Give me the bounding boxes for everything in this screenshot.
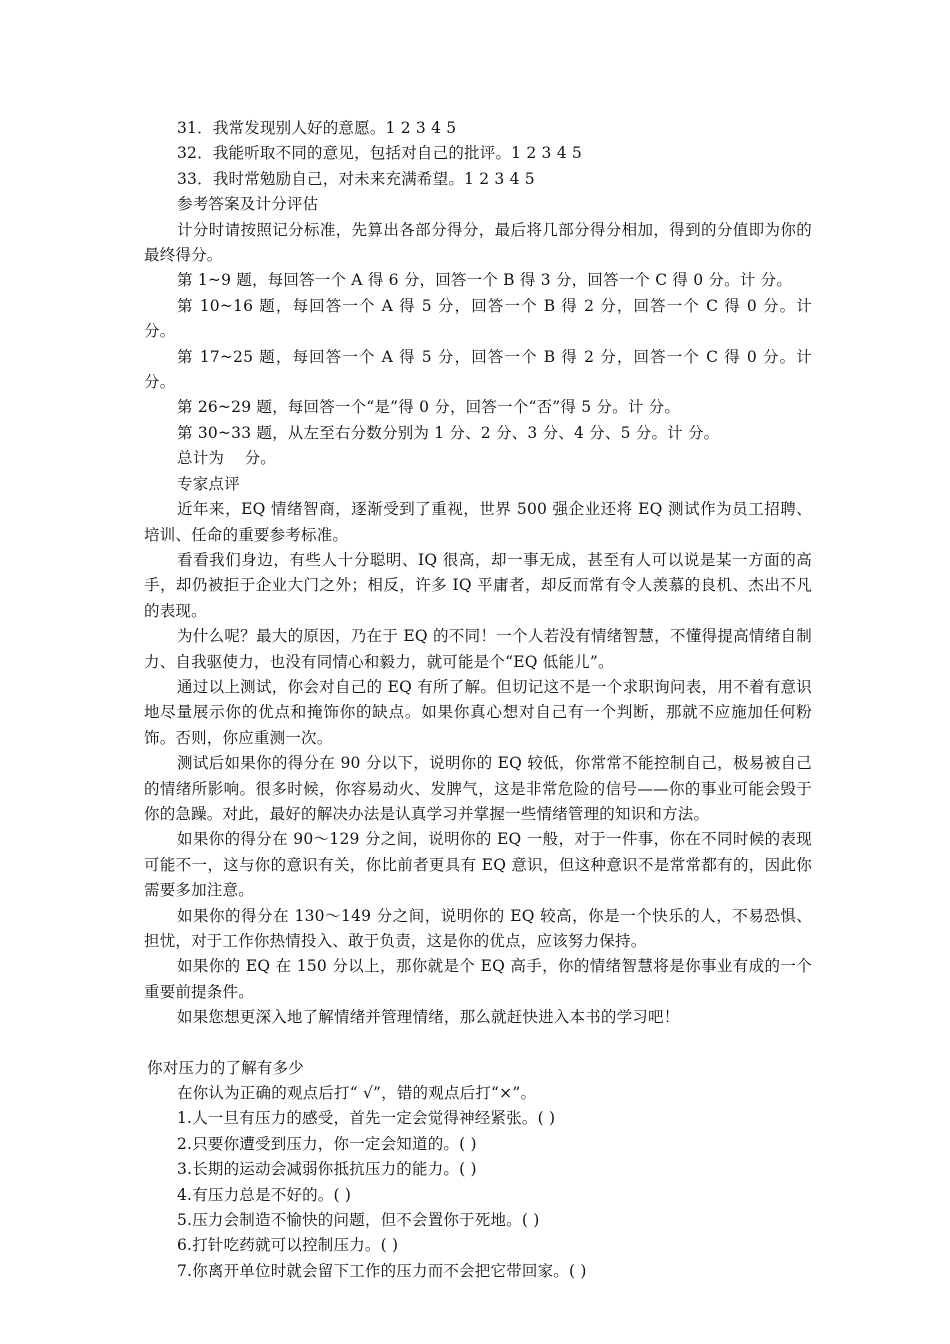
quiz-item-32: 32．我能听取不同的意见，包括对自己的批评。1 2 3 4 5 (177, 144, 582, 163)
scoring-title: 参考答案及计分评估 (177, 195, 319, 214)
scoring-intro: 计分时请按照记分标准，先算出各部分得分，最后将几部分得分相加，得到的分值即为你的最终得分。 (144, 220, 812, 265)
expert-paragraph-8: 如果你的 EQ 在 150 分以上，那你就是个 EQ 高手，你的情绪智慧将是你事业有成的一个重要前提条件。 (144, 957, 812, 1001)
expert-title: 专家点评 (177, 474, 240, 493)
expert-paragraph-5: 测试后如果你的得分在 90 分以下，说明你的 EQ 较低，你常常不能控制自己，极易被自己的情绪所影响。很多时候，你容易动火、发脾气，这是非常危险的信号——你的事业可能会毁于你的急躁。对此，最好的解决办法是认真学习并掌握一些情绪管理的知识和方法。 (144, 754, 812, 823)
pressure-section-title: 你对压力的了解有多少 (147, 1058, 305, 1077)
expert-paragraph-7: 如果你的得分在 130～149 分之间，说明你的 EQ 较高，你是一个快乐的人，不易恐惧、担忧，对于工作你热情投入、敢于负责，这是你的优点，应该努力保持。 (144, 906, 812, 950)
pressure-item-2: 2.只要你遭受到压力，你一定会知道的。( ) (177, 1134, 477, 1153)
pressure-instruction: 在你认为正确的观点后打“ √”，错的观点后打“×”。 (177, 1084, 537, 1103)
pressure-item-5: 5.压力会制造不愉快的问题，但不会置你于死地。( ) (177, 1211, 540, 1230)
section-spacer (144, 1031, 812, 1056)
pressure-item-4: 4.有压力总是不好的。( ) (177, 1185, 352, 1204)
scoring-rule-4: 第 26~29 题，每回答一个“是”得 0 分，回答一个“否”得 5 分。计 分。 (177, 398, 681, 417)
expert-paragraph-9: 如果您想更深入地了解情绪并管理情绪，那么就赶快进入本书的学习吧！ (177, 1008, 680, 1027)
pressure-item-7: 7.你离开单位时就会留下工作的压力而不会把它带回家。( ) (177, 1261, 587, 1280)
expert-paragraph-2: 看看我们身边，有些人十分聪明、IQ 很高，却一事无成，甚至有人可以说是某一方面的高手，却仍被拒于企业大门之外；相反，许多 IQ 平庸者，却反而常有令人羡慕的良机、杰出不凡的表现。 (144, 550, 812, 620)
expert-paragraph-4: 通过以上测试，你会对自己的 EQ 有所了解。但切记这不是一个求职询问表，用不着有意识地尽量展示你的优点和掩饰你的缺点。如果你真心想对自己有一个判断，那就不应施加任何粉饰。否则，你应重测一次。 (144, 677, 812, 747)
quiz-item-31: 31．我常发现别人好的意愿。1 2 3 4 5 (177, 119, 457, 137)
pressure-item-1: 1.人一旦有压力的感受，首先一定会觉得神经紧张。( ) (177, 1109, 556, 1128)
document-page (144, 116, 812, 1284)
scoring-rule-2: 第 10~16 题，每回答一个 A 得 5 分，回答一个 B 得 2 分，回答一个 C 得 0 分。计 分。 (144, 296, 812, 341)
pressure-item-6: 6.打针吃药就可以控制压力。( ) (177, 1236, 399, 1255)
expert-paragraph-3: 为什么呢？最大的原因，乃在于 EQ 的不同！一个人若没有情绪智慧，不懂得提高情绪自制力、自我驱使力，也没有同情心和毅力，就可能是个“EQ 低能儿”。 (144, 627, 812, 671)
expert-paragraph-6: 如果你的得分在 90～129 分之间，说明你的 EQ 一般，对于一件事，你在不同时候的表现可能不一，这与你的意识有关，你比前者更具有 EQ 意识，但这种意识不是常常都有的，因此你需要多加注意。 (144, 830, 812, 900)
scoring-rule-5: 第 30~33 题，从左至右分数分别为 1 分、2 分、3 分、4 分、5 分。计 分。 (177, 423, 720, 442)
scoring-rule-1: 第 1~9 题，每回答一个 A 得 6 分，回答一个 B 得 3 分，回答一个 C 得 0 分。计 分。 (177, 271, 793, 290)
scoring-total: 总计为 分。 (177, 449, 277, 468)
scoring-rule-3: 第 17~25 题，每回答一个 A 得 5 分，回答一个 B 得 2 分，回答一个 C 得 0 分。计 分。 (144, 347, 812, 392)
pressure-item-3: 3.长期的运动会减弱你抵抗压力的能力。( ) (177, 1160, 477, 1179)
quiz-item-33: 33．我时常勉励自己，对未来充满希望。1 2 3 4 5 (177, 169, 535, 188)
expert-paragraph-1: 近年来，EQ 情绪智商，逐渐受到了重视，世界 500 强企业还将 EQ 测试作为员工招聘、培训、任命的重要参考标准。 (144, 500, 812, 544)
